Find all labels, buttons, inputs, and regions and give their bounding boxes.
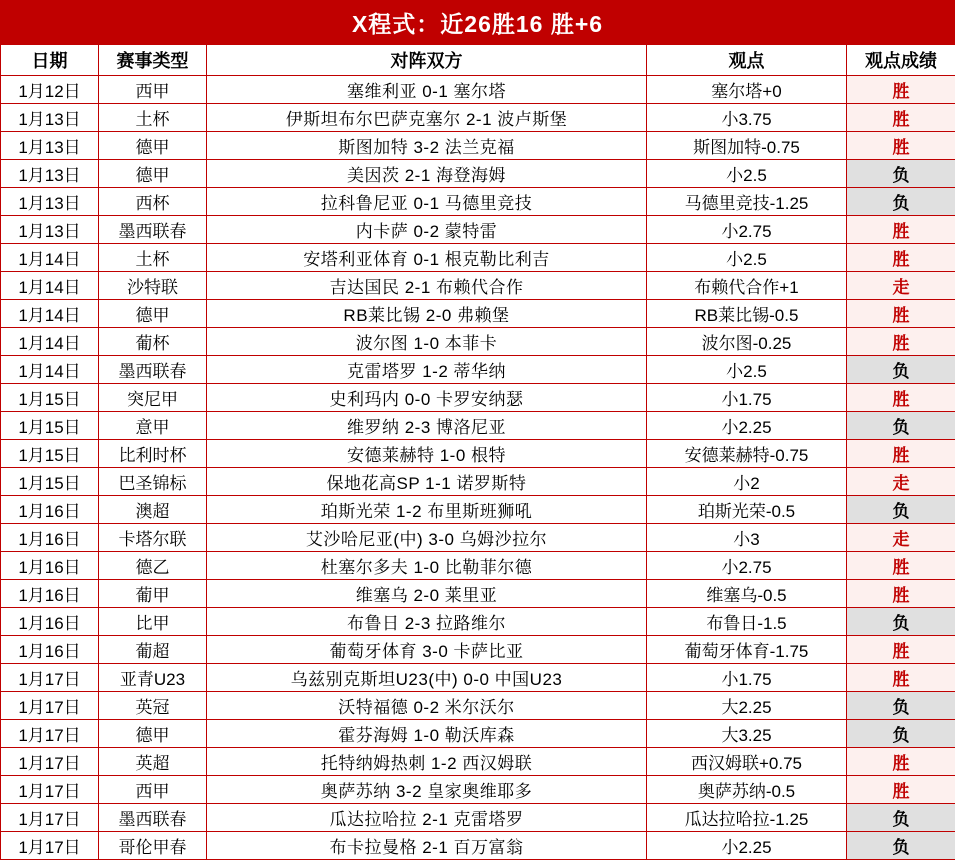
table-row (1, 776, 955, 804)
cell-date: 1月17日 (1, 776, 99, 804)
cell-date: 1月15日 (1, 440, 99, 468)
cell-date: 1月16日 (1, 580, 99, 608)
cell-match: 安塔利亚体育 0-1 根克勒比利吉 (207, 244, 647, 272)
table-row (1, 384, 955, 412)
cell-result: 胜 (847, 552, 955, 580)
table-row (1, 160, 955, 188)
cell-view: 小2.5 (647, 356, 847, 384)
table-row (1, 720, 955, 748)
cell-match: 托特纳姆热刺 1-2 西汉姆联 (207, 748, 647, 776)
table-row (1, 832, 955, 860)
cell-result: 负 (847, 608, 955, 636)
cell-view: 小2.75 (647, 552, 847, 580)
cell-league: 德甲 (99, 132, 207, 160)
column-header-view: 观点 (647, 45, 847, 76)
cell-date: 1月17日 (1, 832, 99, 860)
cell-date: 1月16日 (1, 496, 99, 524)
cell-league: 土杯 (99, 104, 207, 132)
cell-match: 塞维利亚 0-1 塞尔塔 (207, 76, 647, 104)
column-header-date: 日期 (1, 45, 99, 76)
cell-result: 负 (847, 720, 955, 748)
cell-match: 史利玛内 0-0 卡罗安纳瑟 (207, 384, 647, 412)
cell-date: 1月17日 (1, 692, 99, 720)
cell-view: 葡萄牙体育-1.75 (647, 636, 847, 664)
cell-view: 波尔图-0.25 (647, 328, 847, 356)
cell-view: 安德莱赫特-0.75 (647, 440, 847, 468)
table-row (1, 216, 955, 244)
cell-date: 1月15日 (1, 384, 99, 412)
cell-date: 1月17日 (1, 804, 99, 832)
cell-match: 沃特福德 0-2 米尔沃尔 (207, 692, 647, 720)
cell-match: 布鲁日 2-3 拉路维尔 (207, 608, 647, 636)
cell-league: 意甲 (99, 412, 207, 440)
cell-date: 1月13日 (1, 188, 99, 216)
cell-result: 走 (847, 272, 955, 300)
cell-match: 霍芬海姆 1-0 勒沃库森 (207, 720, 647, 748)
cell-view: 珀斯光荣-0.5 (647, 496, 847, 524)
table-row (1, 412, 955, 440)
table-row (1, 664, 955, 692)
table-row (1, 804, 955, 832)
cell-league: 西杯 (99, 188, 207, 216)
cell-result: 负 (847, 356, 955, 384)
cell-date: 1月17日 (1, 664, 99, 692)
cell-date: 1月17日 (1, 748, 99, 776)
table-row (1, 468, 955, 496)
cell-result: 负 (847, 832, 955, 860)
cell-match: 斯图加特 3-2 法兰克福 (207, 132, 647, 160)
cell-league: 德甲 (99, 720, 207, 748)
cell-league: 德甲 (99, 300, 207, 328)
cell-league: 墨西联春 (99, 216, 207, 244)
cell-date: 1月12日 (1, 76, 99, 104)
cell-match: RB莱比锡 2-0 弗赖堡 (207, 300, 647, 328)
cell-result: 负 (847, 692, 955, 720)
cell-result: 胜 (847, 216, 955, 244)
cell-match: 内卡萨 0-2 蒙特雷 (207, 216, 647, 244)
cell-date: 1月13日 (1, 104, 99, 132)
cell-match: 美因茨 2-1 海登海姆 (207, 160, 647, 188)
table-row (1, 440, 955, 468)
cell-view: 塞尔塔+0 (647, 76, 847, 104)
cell-league: 比甲 (99, 608, 207, 636)
cell-view: 小2.5 (647, 160, 847, 188)
cell-league: 西甲 (99, 776, 207, 804)
cell-league: 德乙 (99, 552, 207, 580)
cell-league: 澳超 (99, 496, 207, 524)
cell-result: 负 (847, 160, 955, 188)
cell-date: 1月17日 (1, 720, 99, 748)
cell-result: 胜 (847, 384, 955, 412)
table-row (1, 132, 955, 160)
cell-date: 1月14日 (1, 272, 99, 300)
cell-result: 胜 (847, 636, 955, 664)
cell-view: 马德里竞技-1.25 (647, 188, 847, 216)
column-header-league: 赛事类型 (99, 45, 207, 76)
cell-view: 大2.25 (647, 692, 847, 720)
cell-result: 胜 (847, 244, 955, 272)
cell-result: 胜 (847, 328, 955, 356)
cell-match: 安德莱赫特 1-0 根特 (207, 440, 647, 468)
table-row (1, 748, 955, 776)
cell-league: 墨西联春 (99, 356, 207, 384)
column-header-result: 观点成绩 (847, 45, 955, 76)
cell-match: 葡萄牙体育 3-0 卡萨比亚 (207, 636, 647, 664)
cell-date: 1月14日 (1, 328, 99, 356)
table-row (1, 356, 955, 384)
cell-result: 负 (847, 188, 955, 216)
cell-league: 突尼甲 (99, 384, 207, 412)
cell-league: 葡杯 (99, 328, 207, 356)
cell-view: 维塞乌-0.5 (647, 580, 847, 608)
cell-match: 波尔图 1-0 本菲卡 (207, 328, 647, 356)
cell-match: 布卡拉曼格 2-1 百万富翁 (207, 832, 647, 860)
page-title (0, 0, 955, 44)
cell-view: 小3.75 (647, 104, 847, 132)
table-row (1, 104, 955, 132)
table-row (1, 636, 955, 664)
cell-view: 小3 (647, 524, 847, 552)
cell-view: 大3.25 (647, 720, 847, 748)
cell-view: 小2.25 (647, 832, 847, 860)
cell-league: 亚青U23 (99, 664, 207, 692)
cell-league: 英冠 (99, 692, 207, 720)
cell-match: 克雷塔罗 1-2 蒂华纳 (207, 356, 647, 384)
cell-date: 1月16日 (1, 552, 99, 580)
cell-result: 走 (847, 524, 955, 552)
cell-view: 小2.25 (647, 412, 847, 440)
cell-result: 胜 (847, 748, 955, 776)
cell-result: 胜 (847, 664, 955, 692)
cell-match: 艾沙哈尼亚(中) 3-0 乌姆沙拉尔 (207, 524, 647, 552)
cell-match: 珀斯光荣 1-2 布里斯班狮吼 (207, 496, 647, 524)
cell-result: 胜 (847, 440, 955, 468)
cell-view: 西汉姆联+0.75 (647, 748, 847, 776)
cell-match: 维塞乌 2-0 莱里亚 (207, 580, 647, 608)
cell-result: 胜 (847, 300, 955, 328)
cell-league: 比利时杯 (99, 440, 207, 468)
table-row (1, 188, 955, 216)
cell-date: 1月13日 (1, 132, 99, 160)
cell-date: 1月14日 (1, 356, 99, 384)
column-header-match: 对阵双方 (207, 45, 647, 76)
table-row (1, 524, 955, 552)
cell-result: 胜 (847, 76, 955, 104)
table-row (1, 608, 955, 636)
cell-view: 斯图加特-0.75 (647, 132, 847, 160)
cell-view: 瓜达拉哈拉-1.25 (647, 804, 847, 832)
cell-match: 伊斯坦布尔巴萨克塞尔 2-1 波卢斯堡 (207, 104, 647, 132)
cell-league: 葡甲 (99, 580, 207, 608)
table-row (1, 300, 955, 328)
cell-view: 小1.75 (647, 384, 847, 412)
cell-result: 走 (847, 468, 955, 496)
table-body (1, 76, 955, 860)
predictions-table (0, 44, 955, 860)
cell-match: 维罗纳 2-3 博洛尼亚 (207, 412, 647, 440)
cell-date: 1月15日 (1, 412, 99, 440)
cell-result: 胜 (847, 776, 955, 804)
cell-date: 1月14日 (1, 244, 99, 272)
cell-view: 小2.75 (647, 216, 847, 244)
cell-date: 1月16日 (1, 636, 99, 664)
cell-match: 杜塞尔多夫 1-0 比勒菲尔德 (207, 552, 647, 580)
cell-view: 布鲁日-1.5 (647, 608, 847, 636)
cell-date: 1月13日 (1, 216, 99, 244)
cell-league: 巴圣锦标 (99, 468, 207, 496)
table-row (1, 328, 955, 356)
cell-result: 胜 (847, 104, 955, 132)
table-row (1, 580, 955, 608)
table-row (1, 272, 955, 300)
cell-date: 1月14日 (1, 300, 99, 328)
cell-result: 负 (847, 412, 955, 440)
table-row (1, 552, 955, 580)
cell-date: 1月16日 (1, 608, 99, 636)
table-row (1, 496, 955, 524)
cell-view: 小2.5 (647, 244, 847, 272)
page-title-text: X程式：近26胜16 胜+6 (352, 6, 603, 39)
cell-view: 奥萨苏纳-0.5 (647, 776, 847, 804)
cell-view: 小1.75 (647, 664, 847, 692)
cell-date: 1月15日 (1, 468, 99, 496)
cell-league: 西甲 (99, 76, 207, 104)
table-row (1, 76, 955, 104)
cell-league: 哥伦甲春 (99, 832, 207, 860)
cell-result: 负 (847, 496, 955, 524)
cell-view: 布赖代合作+1 (647, 272, 847, 300)
cell-result: 胜 (847, 132, 955, 160)
table-header-row (1, 45, 955, 76)
cell-league: 英超 (99, 748, 207, 776)
cell-match: 保地花高SP 1-1 诺罗斯特 (207, 468, 647, 496)
table-row (1, 244, 955, 272)
cell-view: 小2 (647, 468, 847, 496)
cell-result: 负 (847, 804, 955, 832)
cell-result: 胜 (847, 580, 955, 608)
cell-league: 土杯 (99, 244, 207, 272)
cell-date: 1月16日 (1, 524, 99, 552)
cell-match: 瓜达拉哈拉 2-1 克雷塔罗 (207, 804, 647, 832)
cell-league: 沙特联 (99, 272, 207, 300)
cell-match: 拉科鲁尼亚 0-1 马德里竞技 (207, 188, 647, 216)
cell-view: RB莱比锡-0.5 (647, 300, 847, 328)
cell-league: 德甲 (99, 160, 207, 188)
cell-league: 葡超 (99, 636, 207, 664)
cell-match: 吉达国民 2-1 布赖代合作 (207, 272, 647, 300)
cell-league: 卡塔尔联 (99, 524, 207, 552)
cell-league: 墨西联春 (99, 804, 207, 832)
table-row (1, 692, 955, 720)
cell-match: 乌兹别克斯坦U23(中) 0-0 中国U23 (207, 664, 647, 692)
cell-match: 奥萨苏纳 3-2 皇家奥维耶多 (207, 776, 647, 804)
cell-date: 1月13日 (1, 160, 99, 188)
